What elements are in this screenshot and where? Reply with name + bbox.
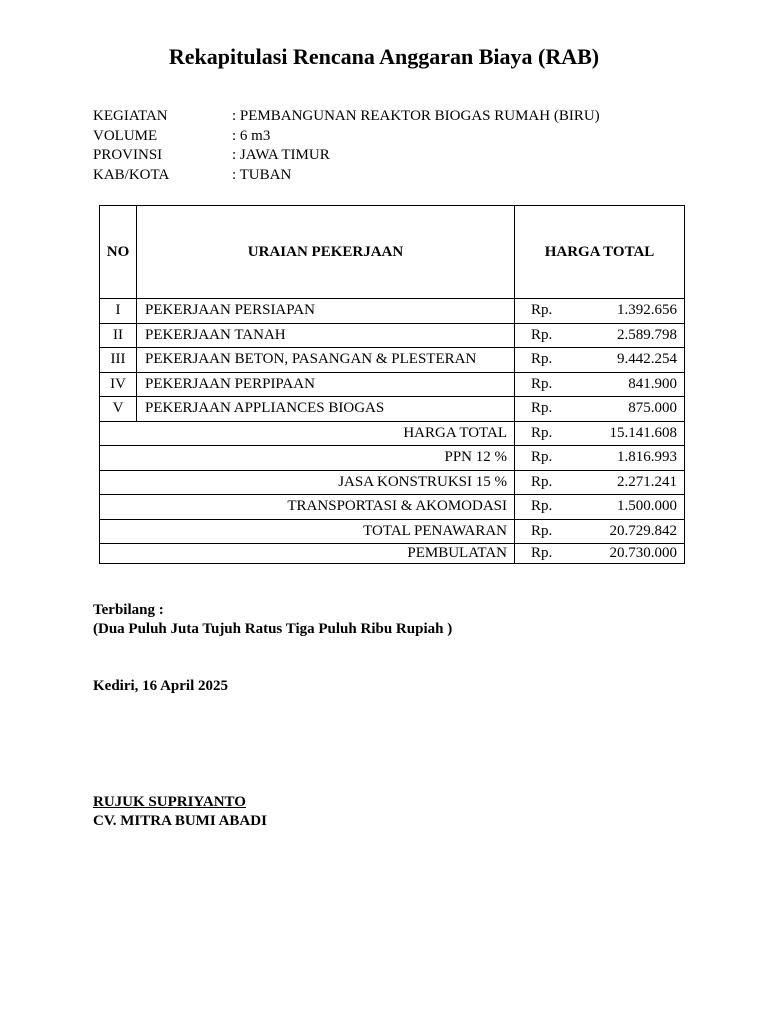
amount-in-words	[93, 601, 452, 639]
info-row-provinsi	[93, 146, 600, 166]
info-label: KEGIATAN	[93, 108, 168, 124]
header-no: NO	[100, 206, 137, 299]
signature-block	[93, 793, 267, 831]
project-info	[93, 107, 600, 185]
summary-row-ppn	[100, 446, 685, 471]
item-amount: 9.442.254	[567, 348, 685, 373]
budget-table	[99, 205, 685, 564]
summary-label: HARGA TOTAL	[100, 421, 515, 446]
summary-currency: Rp.	[515, 421, 567, 446]
item-amount: 875.000	[567, 397, 685, 422]
item-number: IV	[100, 372, 137, 397]
item-currency: Rp.	[515, 397, 567, 422]
summary-label: TOTAL PENAWARAN	[100, 519, 515, 544]
signer-company: CV. MITRA BUMI ABADI	[93, 813, 267, 829]
summary-amount: 1.816.993	[567, 446, 685, 471]
info-row-kegiatan	[93, 107, 600, 127]
summary-currency: Rp.	[515, 495, 567, 520]
info-row-kabkota	[93, 166, 600, 186]
item-amount: 841.900	[567, 372, 685, 397]
summary-label: PPN 12 %	[100, 446, 515, 471]
info-value: : JAWA TIMUR	[232, 147, 330, 163]
place-date: Kediri, 16 April 2025	[93, 678, 228, 694]
document-title: Rekapitulasi Rencana Anggaran Biaya (RAB)	[168, 44, 600, 69]
summary-amount: 20.729.842	[567, 519, 685, 544]
item-currency: Rp.	[515, 348, 567, 373]
item-amount: 1.392.656	[567, 299, 685, 324]
info-value: : 6 m3	[232, 127, 271, 144]
item-amount: 2.589.798	[567, 323, 685, 348]
summary-label: PEMBULATAN	[100, 544, 515, 564]
table-row	[100, 372, 685, 397]
item-number: II	[100, 323, 137, 348]
summary-currency: Rp.	[515, 519, 567, 544]
summary-row-transportasi	[100, 495, 685, 520]
summary-label: JASA KONSTRUKSI 15 %	[100, 470, 515, 495]
header-price: HARGA TOTAL	[515, 206, 685, 299]
item-description: PEKERJAAN TANAH	[137, 323, 515, 348]
summary-currency: Rp.	[515, 470, 567, 495]
table-row	[100, 323, 685, 348]
summary-row-jasa-konstruksi	[100, 470, 685, 495]
item-description: PEKERJAAN BETON, PASANGAN & PLESTERAN	[137, 348, 515, 373]
table-header-row	[100, 206, 685, 299]
item-description: PEKERJAAN APPLIANCES BIOGAS	[137, 397, 515, 422]
table-row	[100, 299, 685, 324]
summary-amount: 20.730.000	[567, 544, 685, 564]
summary-amount: 2.271.241	[567, 470, 685, 495]
signer-name: RUJUK SUPRIYANTO	[93, 794, 246, 810]
item-number: III	[100, 348, 137, 373]
item-number: I	[100, 299, 137, 324]
item-currency: Rp.	[515, 323, 567, 348]
summary-row-harga-total	[100, 421, 685, 446]
info-label: VOLUME	[93, 127, 158, 144]
item-currency: Rp.	[515, 299, 567, 324]
amount-in-words-label: Terbilang :	[93, 602, 164, 618]
info-label: PROVINSI	[93, 147, 163, 163]
info-value: : TUBAN	[232, 166, 292, 183]
summary-amount: 15.141.608	[567, 421, 685, 446]
amount-in-words-text: (Dua Puluh Juta Tujuh Ratus Tiga Puluh Ribu Rupiah )	[93, 621, 453, 637]
summary-amount: 1.500.000	[567, 495, 685, 520]
header-description: URAIAN PEKERJAAN	[137, 206, 515, 299]
table-row	[100, 397, 685, 422]
item-description: PEKERJAAN PERSIAPAN	[137, 299, 515, 324]
summary-currency: Rp.	[515, 446, 567, 471]
summary-row-pembulatan	[100, 544, 685, 564]
item-description: PEKERJAAN PERPIPAAN	[137, 372, 515, 397]
info-value: : PEMBANGUNAN REAKTOR BIOGAS RUMAH (BIRU)	[232, 108, 600, 124]
item-number: V	[100, 397, 137, 422]
info-label: KAB/KOTA	[93, 166, 170, 183]
summary-row-total-penawaran	[100, 519, 685, 544]
summary-label: TRANSPORTASI & AKOMODASI	[100, 495, 515, 520]
item-currency: Rp.	[515, 372, 567, 397]
info-row-volume	[93, 127, 600, 147]
table-row	[100, 348, 685, 373]
summary-currency: Rp.	[515, 544, 567, 564]
